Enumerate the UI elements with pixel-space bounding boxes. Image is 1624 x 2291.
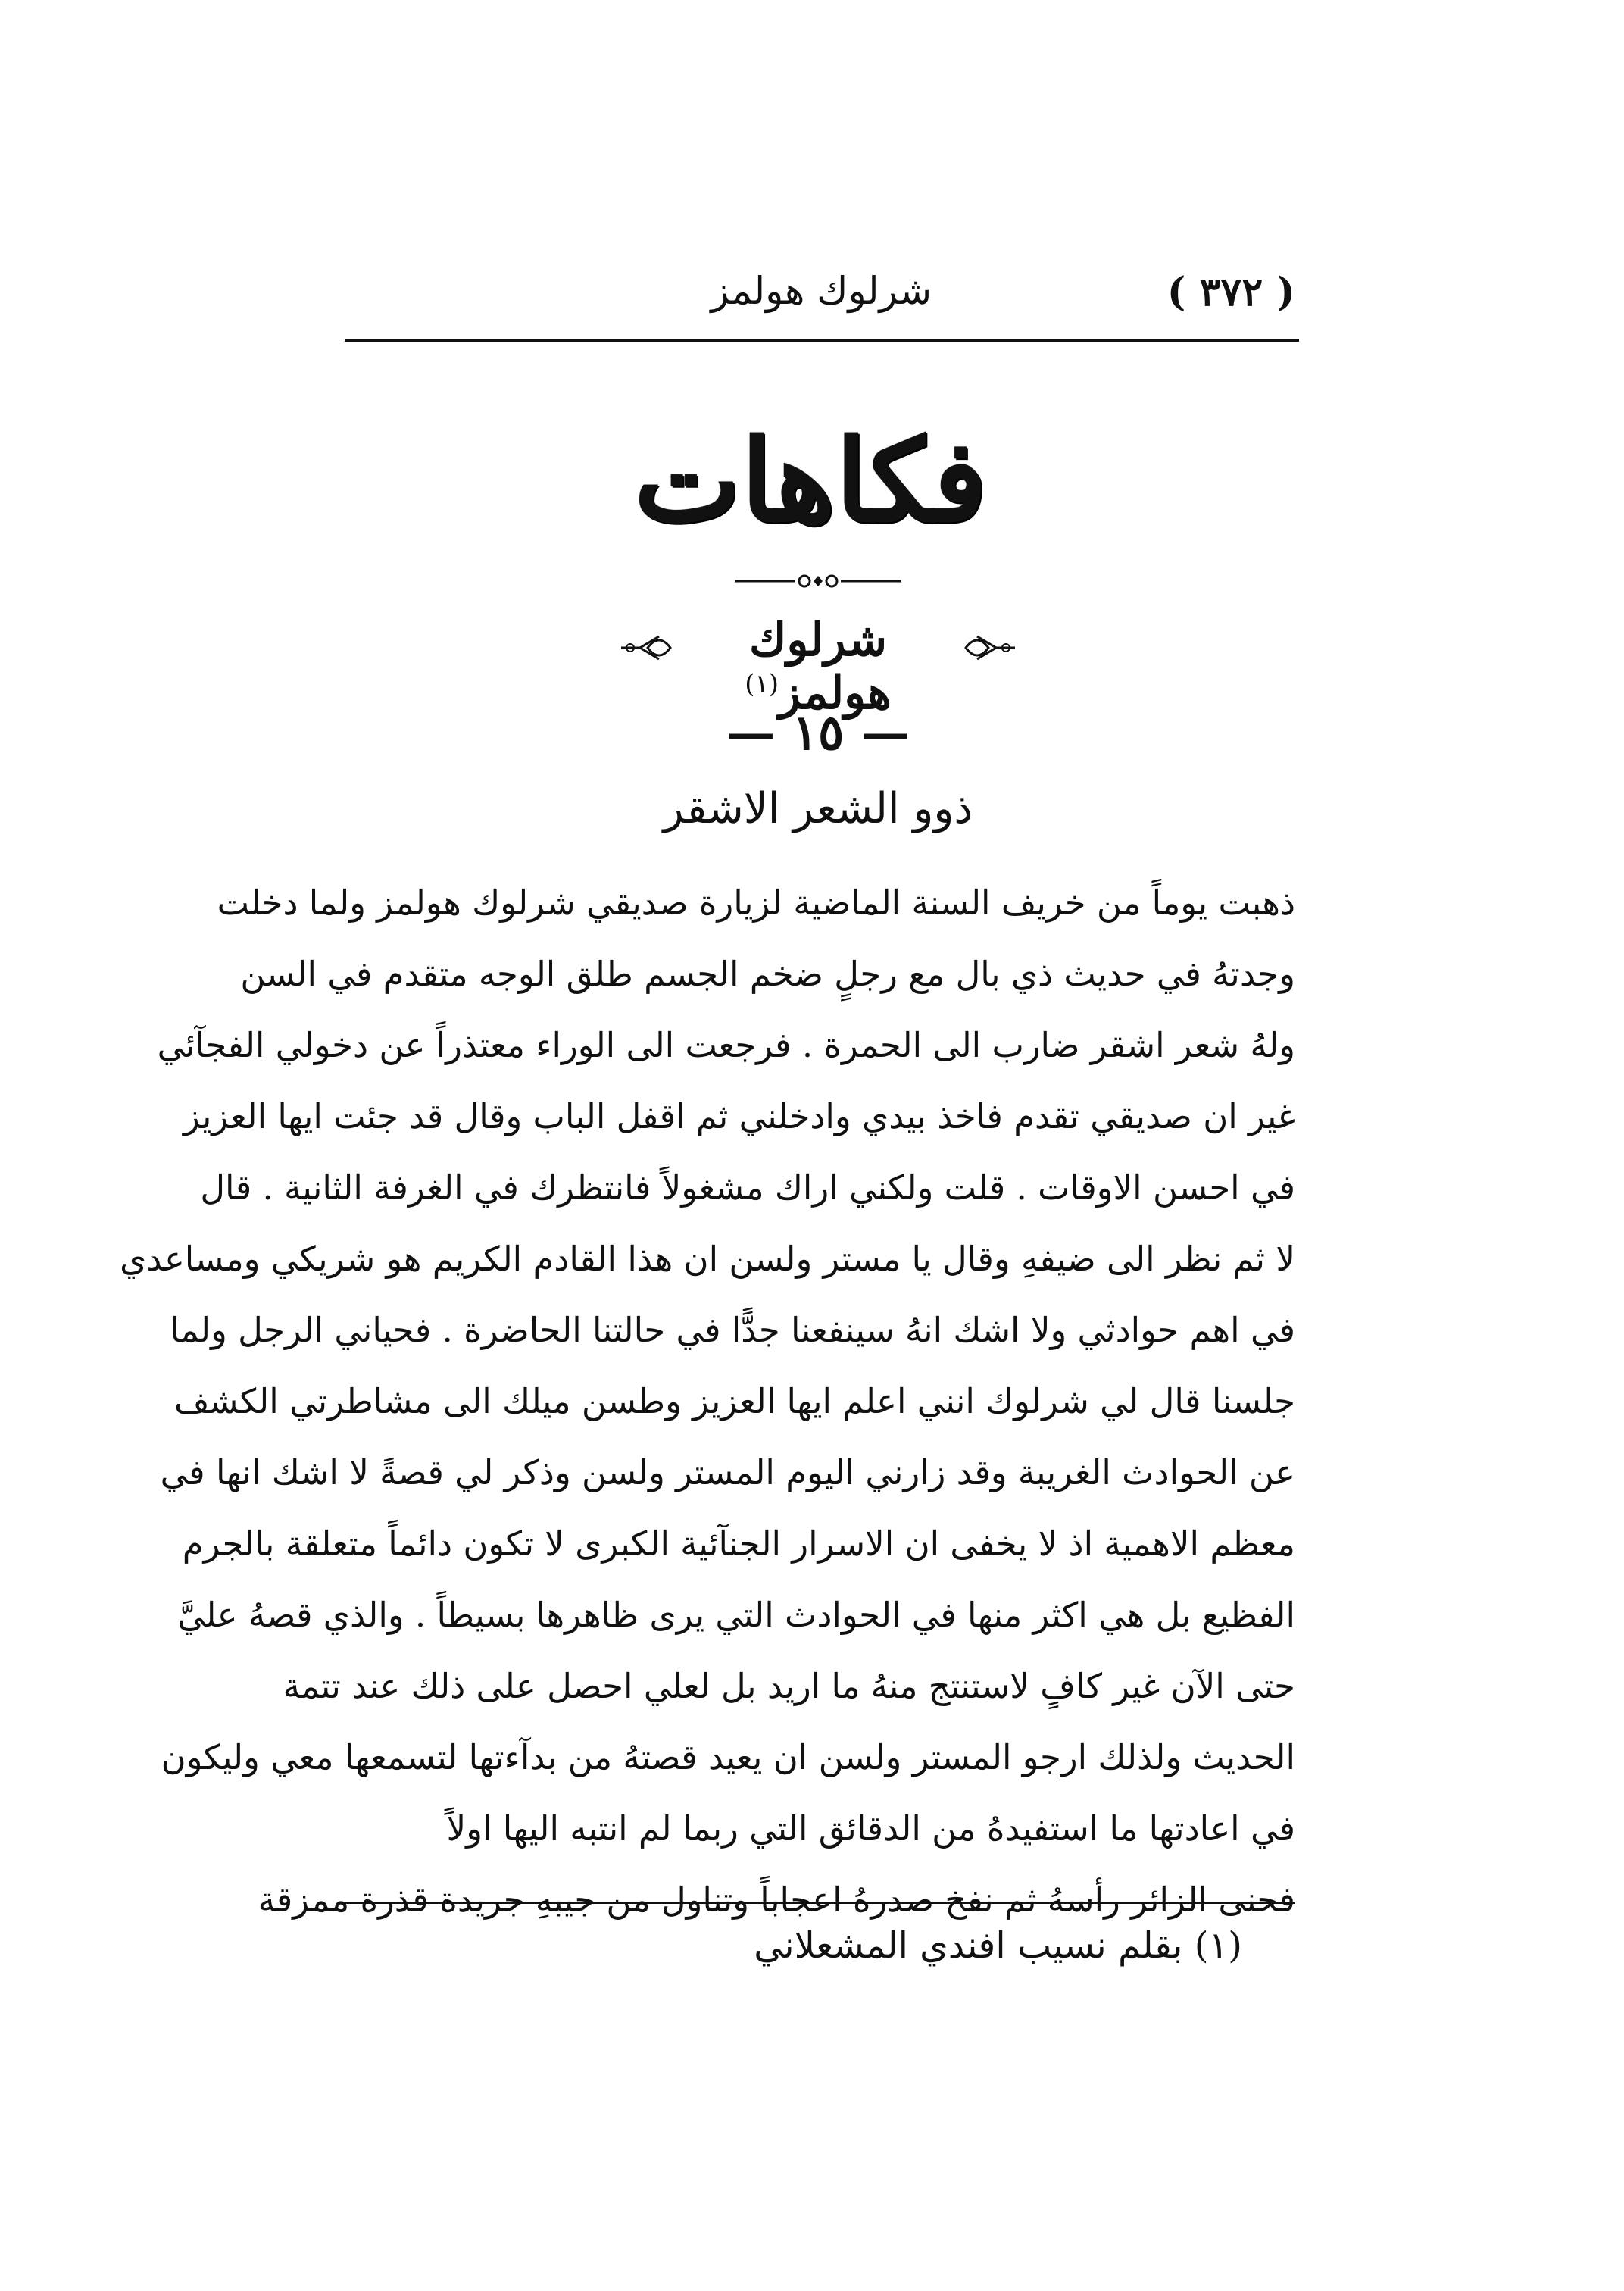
running-header: [345, 265, 1295, 333]
body-line: حتى الآن غير كافٍ لاستنتج منهُ ما اريد بل لعلي احصل على ذلك عند تتمة: [283, 1666, 1295, 1706]
body-line: عن الحوادث الغريبة وقد زارني اليوم المستر ولسن وذكر لي قصةً لا اشك انها في: [160, 1452, 1295, 1492]
series-title-text: شرلوك هولمز: [748, 614, 892, 720]
section-title: فكاهات: [633, 414, 988, 548]
body-line: غير ان صديقي تقدم فاخذ بيدي وادخلني ثم اقفل الباب وقال قد جئت ايها العزيز: [183, 1096, 1295, 1136]
header-rule: [345, 339, 1299, 342]
page-number: ( ٣٧٢ ): [1166, 269, 1295, 315]
body-line: في احسن الاوقات . قلت ولكني اراك مشغولاً فانتظرك في الغرفة الثانية . قال: [200, 1167, 1295, 1208]
body-line: لا ثم نظر الى ضيفهِ وقال يا مستر ولسن ان هذا القادم الكريم هو شريكي ومساعدي: [120, 1239, 1295, 1279]
body-line: فحنى الزائر رأسهُ ثم نفخ صدرهُ اعجاباً وتناول من جيبهِ جريدة قذرة ممزقة: [258, 1880, 1295, 1920]
body-text: [120, 867, 1295, 1936]
running-title: شرلوك هولمز: [710, 269, 932, 313]
footnote: (١) بقلم نسيب افندي المشعلاني: [754, 1924, 1242, 1967]
fleuron-right-icon: [962, 629, 1015, 667]
body-line: في اهم حوادثي ولا اشك انهُ سينفعنا جدًّا في حالتنا الحاضرة . فحياني الرجل ولما: [170, 1310, 1295, 1350]
body-line: ذهبت يوماً من خريف السنة الماضية لزيارة صديقي شرلوك هولمز ولما دخلت: [217, 883, 1295, 923]
body-line: معظم الاهمية اذ لا يخفى ان الاسرار الجنآئية الكبرى لا تكون دائماً متعلقة بالجرم: [182, 1524, 1295, 1564]
footnote-rule: [345, 1902, 1295, 1904]
body-line: في اعادتها ما استفيدهُ من الدقائق التي ربما لم انتبه اليها اولاً: [446, 1808, 1295, 1849]
body-line: الحديث ولذلك ارجو المستر ولسن ان يعيد قصتهُ من بدآءتها لتسمعها معي وليكون: [161, 1737, 1295, 1777]
body-line: وجدتهُ في حديث ذي بال مع رجلٍ ضخم الجسم طلق الوجه متقدم في السن: [240, 954, 1295, 994]
body-line: الفظيع بل هي اكثر منها في الحوادث التي يرى ظاهرها بسيطاً . والذي قصهُ عليَّ: [177, 1595, 1295, 1635]
fleuron-left-icon: [621, 629, 674, 667]
body-line: جلسنا قال لي شرلوك انني اعلم ايها العزيز وطسن ميلك الى مشاطرتي الكشف: [173, 1381, 1295, 1421]
ornament-divider: [735, 570, 901, 592]
chapter-title: ذوو الشعر الاشقر: [663, 784, 973, 833]
chapter-number: — ١٥ —: [726, 705, 910, 761]
story-series-title: [682, 614, 954, 720]
footnote-marker: (١): [745, 669, 779, 699]
body-line: ولهُ شعر اشقر ضارب الى الحمرة . فرجعت الى الوراء معتذراً عن دخولي الفجآئي: [157, 1025, 1295, 1065]
story-heading: [621, 606, 1015, 720]
